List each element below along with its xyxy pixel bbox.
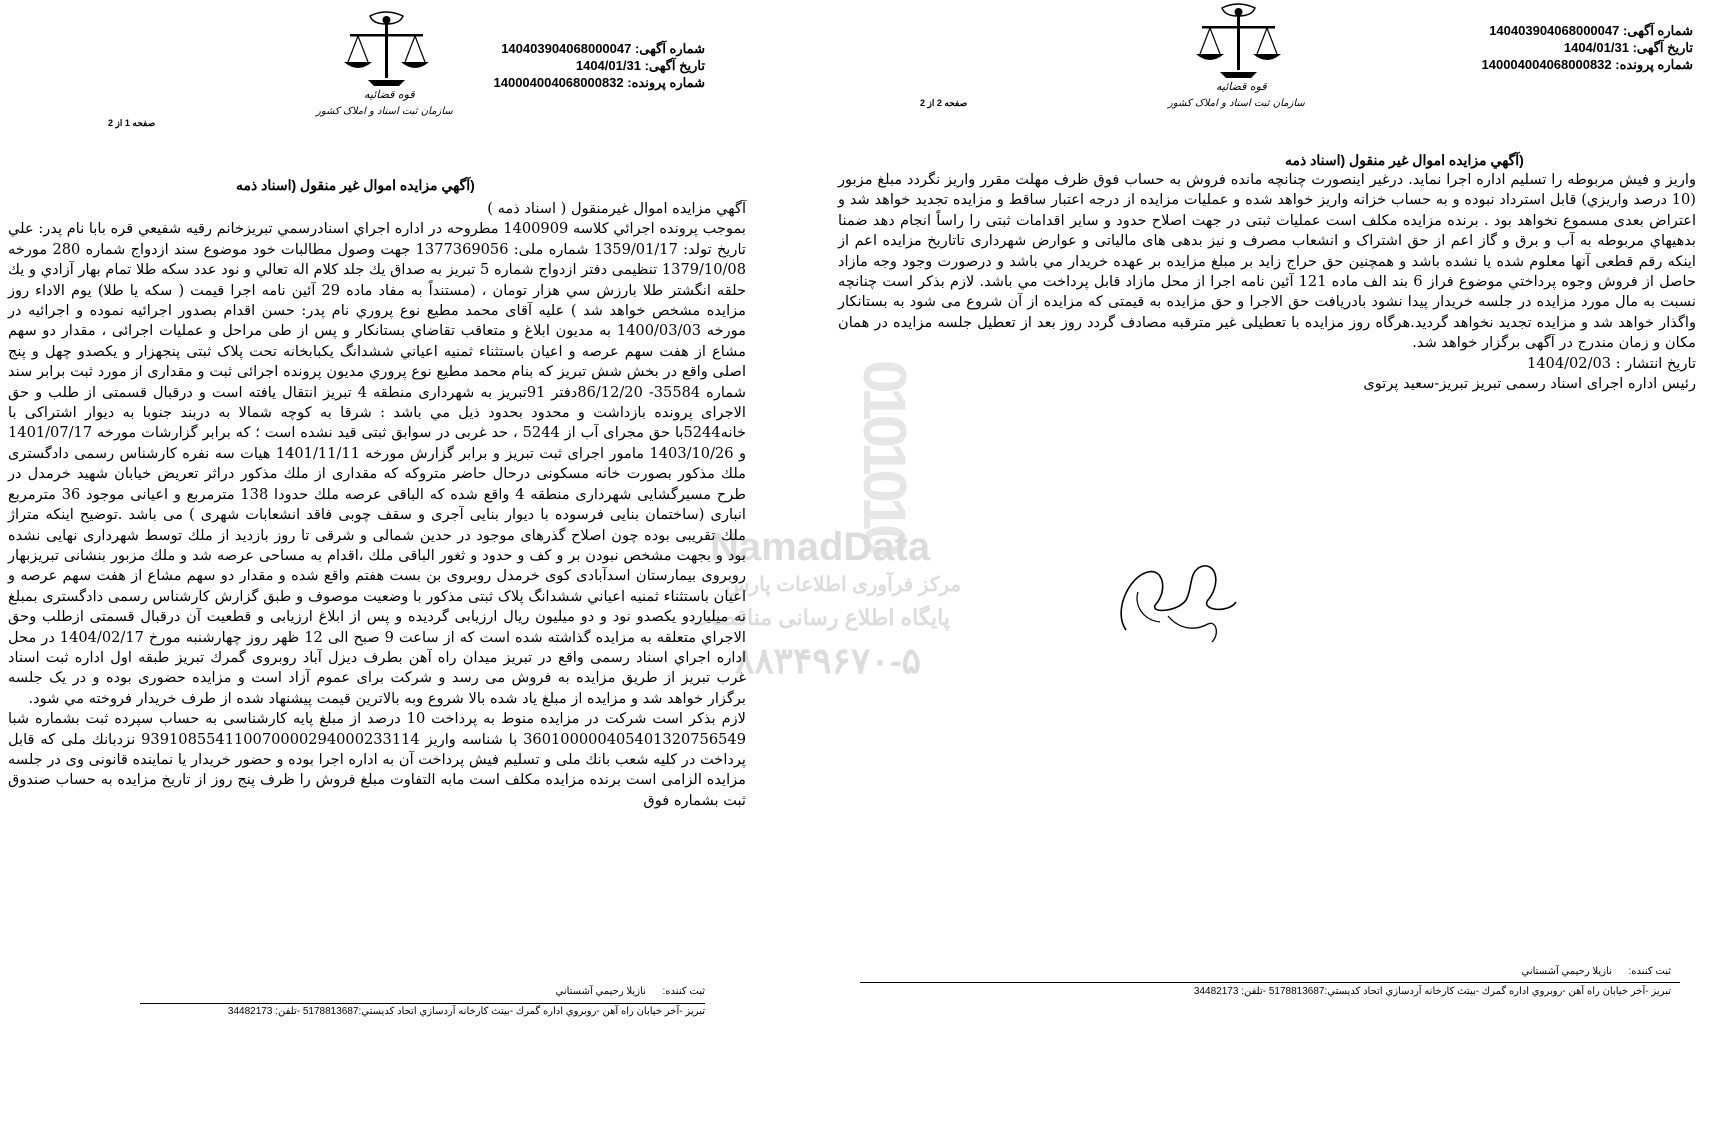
- footer-address: تبريز -آخر خيابان راه آهن -روبروي اداره گمرك -بيتث كارخانه آردسازي اتحاد كديستي:5178813687 -تلفن: 34482173: [227, 1006, 705, 1017]
- ad-number: 140403904068000047: [501, 41, 632, 56]
- case-number: 140004004068000832: [493, 75, 624, 90]
- notice-title: (آگهي مزايده اموال غير منقول (اسناد ذمه: [1285, 152, 1524, 168]
- continuation-paragraph: واريز و فيش مربوطه را تسليم اداره اجرا نمايد. درغير اينصورت چنانچه مانده فروش به حساب فوق ظرف مهلت مقرر واريز نگردد مبلغ مزبور (10 درصد واريزي) قابل استرداد نبوده و به حساب خزانه واريز خواهد شده و عمليات مزايده از درجه اعتبار ساقط و مزايده تجديد خواهد شد و اعتراض بعدی مسموع نخواهد بود . برنده مزايده مكلف است عمليات ثبتی در جهت اصلاح حدود و ساير اقدامات ثبتی را راساً انجام دهد ضمنا بدهيهاي مربوطه به آب و برق و گاز اعم از حق اشتراک و انشعاب مصرف و نيز بدهی های مالياتی و عوارض شهرداری تاتاريخ مزايده اعم از اينكه رقم قطعی آنها معلوم شده يا نشده باشد و همچنين حق حراج زايد بر مبلغ مزايده بر عهده خريدار مي باشد و درصورت وجود وجه مازاد حاصل از فروش وجوه پرداختي موضوع فراز 6 بند الف ماده 121 آئين نامه اجرا از محل مازاد قابل پرداخت مي باشد. لازم بذكر است چنانچه نسبت به مال مورد مزايده در جلسه خريدار پيدا نشود بادريافت حق الاجرا و حق مزايده به قيمتی كه مزايده از آن شروع می شود به بستانكار واگذار خواهد شد و مزايده تجديد نخواهد گرديد.هرگاه روز مزايده با تعطيلی غير مترقبه مصادف گردد روز بعد از تعطيل جلسه مزايده در همان مكان و زمان مندرج در آگهی برگزار خواهد شد.: [838, 171, 1697, 352]
- ad-date: 1404/01/31: [575, 58, 641, 73]
- page-indicator: صفحه 2 از 2: [920, 98, 968, 108]
- publish-date-label: تاريخ انتشار :: [1615, 354, 1696, 372]
- registrar-line: [555, 986, 705, 997]
- page-indicator: صفحه 1 از 2: [108, 118, 156, 128]
- main-paragraph: بموجب پرونده اجرائي كلاسه 1400909 مطروحه در اداره اجراي اسنادرسمي تبريزخانم رقيه شفيعي قره بابا نام پدر: علي تاريخ تولد: 1359/01/17 شماره ملی: 1377369056 جهت وصول مطالبات خود موضوع سند ازدواج شماره 280 مورخه 1379/10/08 تنظيمی دفتر ازدواج شماره 5 تبريز به صداق يك جلد كلام اله تعالي و نود عدد سكه طلا تمام بهار آزادي و يك حلقه انگشتر طلا بارزش سي هزار تومان ، (مستنداً به مفاد ماده 29 آئين نامه اجرا قيمت ( سكه يا طلا) يوم الاداء روز مزايده مشخص خواهد شد ) عليه آقای محمد مطيع نوع پروري نام پدر: حسن اقدام بصدور اجرائيه نموده و اجرائيه در مورخه 1400/03/03 به مديون ابلاغ و متعاقب تقاضاي بستانكار و پس از طی مراحل و عمليات اجرائی ، مقدار دو سهم مشاع از هفت سهم عرصه و اعيان باستثناء ثمنيه اعياني ششدانگ يكبابخانه تحت پلاک ثبتی پنجهزار و يكصدو چهل و پنج اصلی واقع در بخش شش تبريز كه بنام محمد مطيع نوع پروري مديون پرونده اجرائی ثبت و مقداری از مورد ثبت برابر سند شماره 35584- 86/12/20دفتر 91تبريز به شهرداری منطقه 4 تبريز انتقال يافته است و درقبال قسمتی از طلب و حق الاجرای پرونده بازداشت و محدود بحدود ذيل مي باشد : شرقا به كوچه شمالا به دربند جنوبا به ديوار اشتراكی با خانه5244با حق مجرای آب از 5244 ، حد غربی در سوابق ثبتی قيد نشده است ؛ كه برابر گزارشات مورخه 1401/07/17 و 1403/10/26 مامور اجرای ثبت تبريز و برابر گزارش مورخه 1401/11/11 هيات سه نفره كارشناس رسمی دادگستری ملك مذكور بصورت خانه مسكونی درحال حاضر متروكه كه مقداری از ملك مذكور دراثر تعريض خيابان شهيد خرمدل در طرح مسيرگشايی شهرداری منطقه 4 واقع شده كه الباقی عرصه ملك حدودا 138 مترمربع و اعيانی موجود 36 مترمربع انباری (ساختمان بنايی فرسوده با ديوار بنايی آجری و سقف چوبی فاقد انشعابات شهری ) می باشد .توضيح اينكه متراژ ملك تقريبی بوده چون اصلاح گذرهای موجود در حدين شمالی و شرقی تا روز بازديد از ملك توسط شهرداری نهايی نشده بود و بجهت مشخص نبودن بر و كف و حدود و ثغور الباقی ملك ،اقدام به مساحی عرصه شد و ملك مزبور بنشانی تبريزبهار روبروی بيمارستان اسدآبادی كوی خرمدل روبروی بن بست هفتم واقع شده و مقدار دو سهم مشاع از هفت سهم عرصه و اعيان باستثناء ثمنيه اعياني ششدانگ پلاک ثبتی مذكور با وضعيت موصوف و طبق گزارش كارشناس رسمی دادگستری بمبلغ نه ميلياردو يكصدو نود و دو ميليون ريال ارزيابی گرديده و پس از ابلاغ ارزيابی و قطعيت آن درقبال قسمتی ازطلب وحق الاجراي متعلقه به مزايده گذاشته شده است كه از ساعت 9 صبح الی 12 ظهر روز چهارشنبه مورخ 1404/02/17 در محل اداره اجراي اسناد رسمی واقع در تبريز ميدان راه آهن بطرف ديزل آباد روبروی گمرك تبريز طبقه اول اداره ثبت اسناد غرب تبريز از طريق مزايده به فروش می رسد و شركت برای عموم آزاد است و مزايده حضوری بوده و در يک جلسه برگزار خواهد شد و مزايده از مبلغ ياد شده بالا شروع وبه بالاترين قيمت پيشنهاد شده از طرف خريدار فروخته مي شود.: [8, 220, 747, 707]
- emblem-org-line1: قوه قضائيه: [1216, 80, 1267, 93]
- signatory: رئيس اداره اجرای اسناد رسمی تبريز تبريز-سعيد پرتوی: [1363, 375, 1696, 393]
- emblem-org-line1: قوه قضائيه: [364, 88, 415, 101]
- notice-body: [838, 170, 1696, 394]
- handwritten-signature: [1108, 542, 1248, 652]
- registrar-name: نازيلا رحيمي آشستاني: [555, 986, 646, 997]
- footer-divider: [140, 1003, 705, 1004]
- payment-paragraph: لازم بذكر است شركت در مزايده منوط به پرداخت 10 درصد از مبلغ پايه كارشناسی به حساب سپرده ثبت بشماره شبا 360100000405401320756549 با شناسه واريز 939108554110070000294000233114 نزدبانك ملی كه قابل پرداخت در كليه شعب بانك ملی و تسليم فيش پرداخت آن به اداره اجرا بوده و حضور خريدار يا نماينده قانونی وی در جلسه مزايده الزامی است برنده مزايده مكلف است مابه التفاوت مبلغ فروش را ظرف پنج روز از تاريخ مزايده به حساب صندوق ثبت بشماره فوق: [8, 710, 746, 809]
- judiciary-emblem: [316, 10, 453, 128]
- ad-number: 140403904068000047: [1489, 23, 1620, 38]
- footer-divider: [860, 982, 1680, 983]
- ad-date: 1404/01/31: [1563, 40, 1629, 55]
- registrar-label: ثبت کننده:: [662, 986, 705, 997]
- emblem-org-line2: سازمان ثبت اسناد و املاک کشور: [1168, 98, 1305, 109]
- watermark-phone: ۸۸۳۴۹۶۷۰-۵: [735, 640, 922, 681]
- footer-address: تبريز -آخر خيابان راه آهن -روبروي اداره گمرك -بيتث كارخانه آردسازي اتحاد كديستي:5178813687 -تلفن: 34482173: [1193, 986, 1671, 997]
- judiciary-emblem: [1168, 2, 1305, 120]
- publish-date-line: [838, 354, 1696, 374]
- registrar-name: نازيلا رحيمي آشستاني: [1521, 966, 1612, 977]
- notice-header: شماره آگهی: 140403904068000047 تاریخ آگهی: 1404/01/31 شماره پرونده: 140004004068000832: [1481, 23, 1693, 72]
- watermark-brand: NamadData: [710, 525, 931, 569]
- registrar-label: ثبت کننده:: [1628, 966, 1671, 977]
- notice-header: شماره آگهی: 140403904068000047 تاریخ آگهی: 1404/01/31 شماره پرونده: 140004004068000832: [493, 41, 705, 90]
- watermark-digits: 0101010: [851, 360, 918, 552]
- emblem-org-line2: سازمان ثبت اسناد و املاک کشور: [316, 106, 453, 117]
- case-number: 140004004068000832: [1481, 57, 1612, 72]
- notice-title: (آگهي مزايده اموال غير منقول (اسناد ذمه: [236, 177, 475, 193]
- watermark-line2: پایگاه اطلاع رسانی مناقصات: [690, 605, 950, 630]
- notice-subtitle: آگهي مزايده اموال غيرمنقول ( اسناد ذمه ): [487, 200, 746, 217]
- watermark-line1: مرکز فرآوری اطلاعات پارس: [725, 574, 962, 596]
- publish-date: 1404/02/03: [1526, 354, 1612, 372]
- notice-body: [8, 199, 746, 811]
- registrar-line: [1521, 966, 1671, 977]
